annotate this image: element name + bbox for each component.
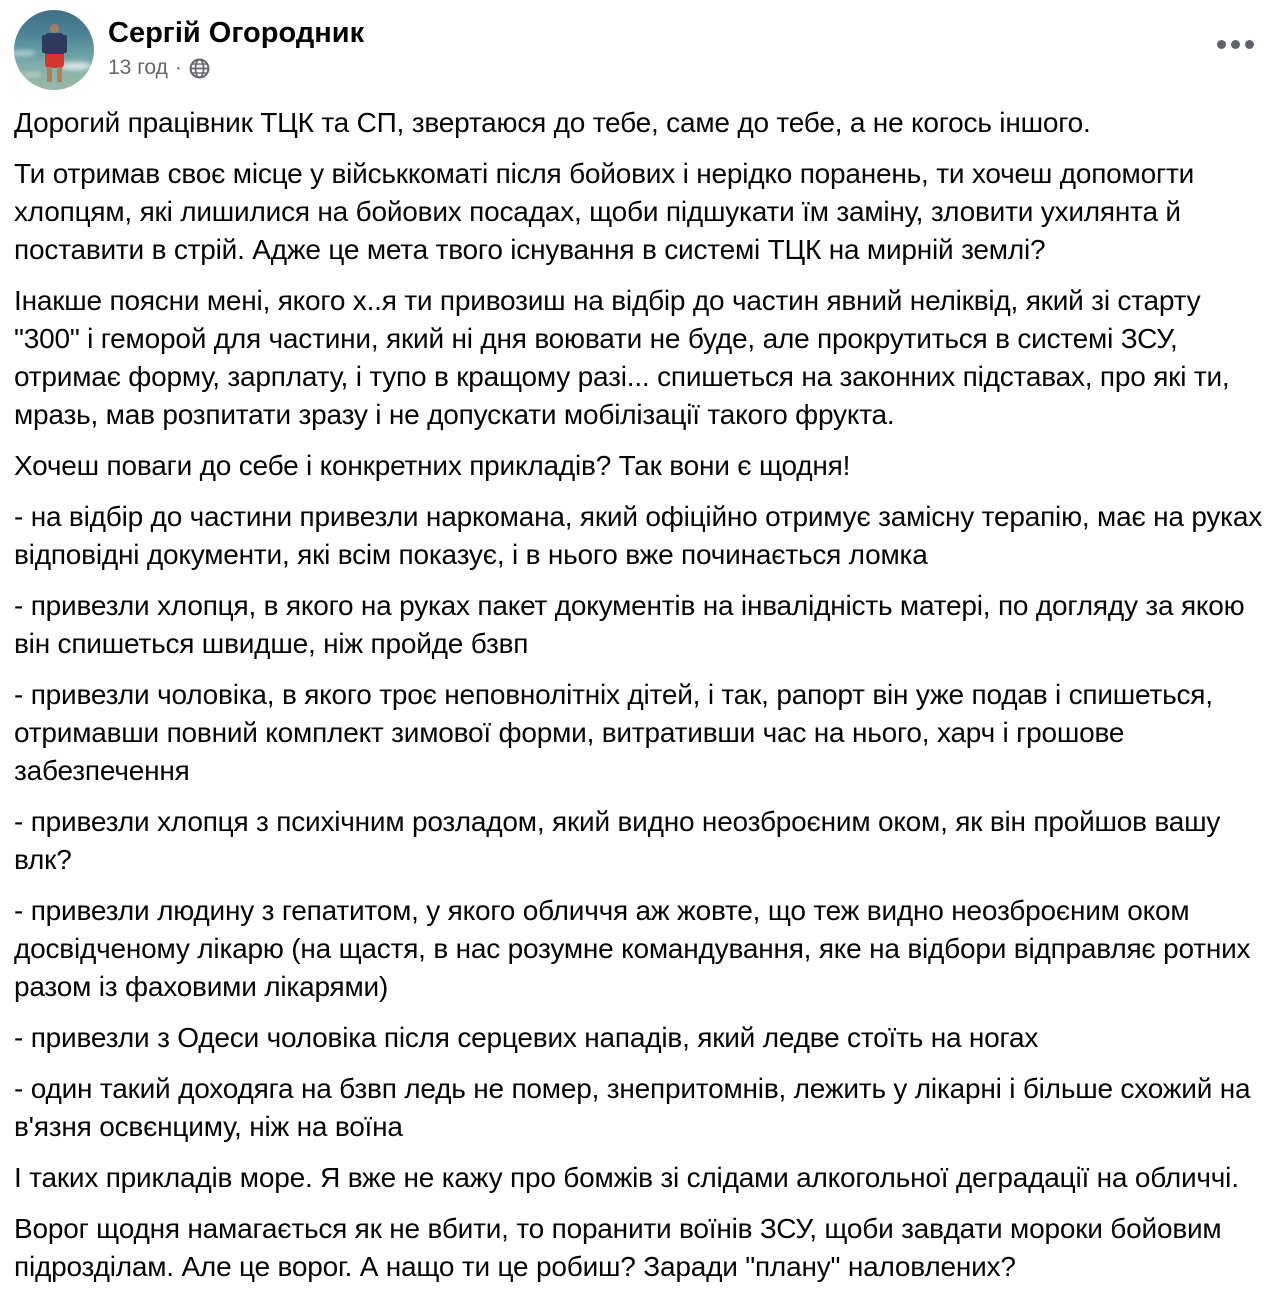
post-paragraph: - привезли чоловіка, в якого троє неповнолітніх дітей, і так, рапорт він уже подав і спишеться, отримавши повний комплект зимової форми, витративши час на нього, харч і грошове забезпечення — [14, 679, 1213, 786]
globe-icon — [189, 58, 210, 79]
ellipsis-dot — [1245, 40, 1254, 49]
post-header — [0, 0, 1280, 98]
post-paragraph: - привезли людину з гепатитом, у якого обличчя аж жовте, що теж видно неозброєним оком досвідченому лікарю (на щастя, в нас розумне командування, яке на відбори відправляє ротних разом із фаховими лікарями) — [14, 895, 1251, 1002]
more-options-button[interactable] — [1209, 32, 1262, 57]
ellipsis-dot — [1217, 40, 1226, 49]
avatar-person-figure — [14, 10, 94, 90]
post-text — [0, 98, 1280, 1310]
post-subtitle — [108, 55, 364, 81]
post-paragraph: І таких прикладів море. Я вже не кажу про бомжів зі слідами алкогольної деградації на обличчі. — [14, 1162, 1239, 1193]
post-paragraph: Ворог щодня намагається як не вбити, то поранити воїнів ЗСУ, щоби завдати мороки бойовим підрозділам. Але це ворог. А нащо ти це робиш? Заради "плану" наловлених? — [14, 1213, 1222, 1282]
timestamp[interactable]: 13 год — [108, 56, 168, 79]
post-paragraph: - на відбір до частини привезли наркомана, який офіційно отримує замісну терапію, має на руках відповідні документи, які всім показує, і в нього вже починається ломка — [14, 501, 1263, 570]
post-paragraph: Інакше поясни мені, якого х..я ти привозиш на відбір до частин явний неліквід, який зі старту "300" і геморой для частини, який ні дня воювати не буде, але прокрутиться в системі ЗСУ, отримає форму, зарплату, і тупо в кращому разі... спишеться на законних підставах, про які ти, мразь, мав розпитати зразу і не допускати мобілізації такого фрукта. — [14, 285, 1230, 430]
avatar[interactable] — [14, 10, 94, 90]
author-name[interactable]: Сергій Огородник — [108, 17, 365, 49]
dot-separator: · — [174, 56, 182, 79]
post-paragraph: - привезли хлопця з психічним розладом, який видно неозброєним оком, як він пройшов вашу влк? — [14, 806, 1221, 875]
post-paragraph: Дорогий працівник ТЦК та СП, звертаюся до тебе, саме до тебе, а не когось іншого. — [14, 107, 1091, 138]
post-paragraph: Ти отримав своє місце у військкоматі після бойових і нерідко поранень, ти хочеш допомогти хлопцям, які лишилися на бойових посадах, щоби підшукати їм заміну, зловити ухилянта й поставити в стрій. Адже це мета твого існування в системі ТЦК на мирній землі? — [14, 158, 1195, 265]
post-paragraph: - привезли з Одеси чоловіка після серцевих нападів, який ледве стоїть на ногах — [14, 1022, 1039, 1053]
post-paragraph: - один такий доходяга на бзвп ледь не помер, знепритомнів, лежить у лікарні і більше схожий на в'язня освєнциму, ніж на воїна — [14, 1073, 1251, 1142]
post-meta — [108, 10, 364, 81]
ellipsis-dot — [1231, 40, 1240, 49]
post-paragraph: Хочеш поваги до себе і конкретних прикладів? Так вони є щодня! — [14, 450, 851, 481]
post-paragraph: - привезли хлопця, в якого на руках пакет документів на інвалідність матері, по догляду за якою він спишеться швидше, ніж пройде бзвп — [14, 590, 1245, 659]
